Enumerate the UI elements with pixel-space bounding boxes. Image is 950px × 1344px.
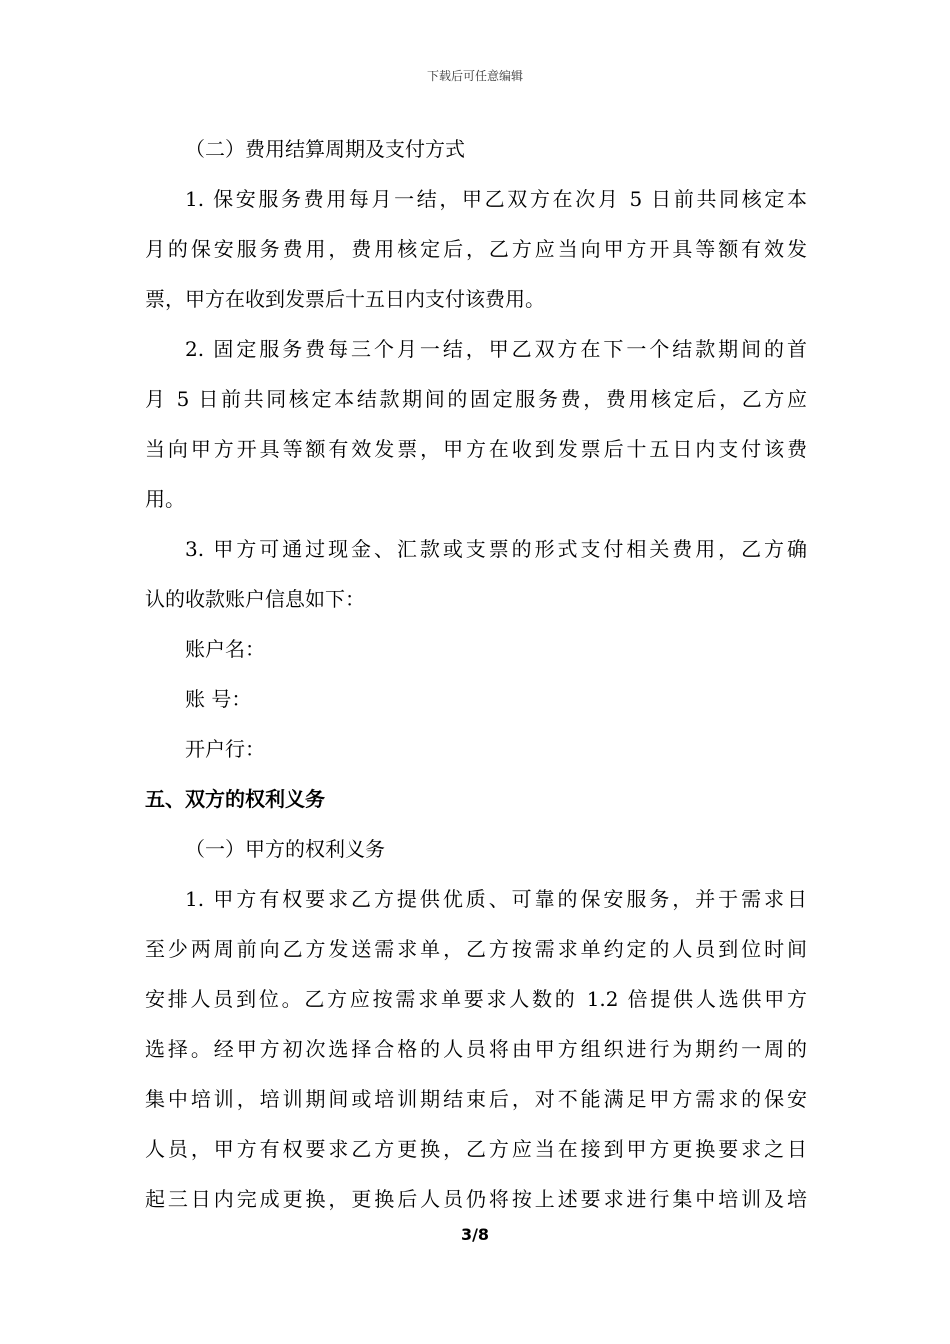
document-line: 用。 <box>145 487 185 511</box>
document-line: 3. 甲方可通过现金、汇款或支票的形式支付相关费用，乙方确 <box>185 537 807 561</box>
document-line: 选择。经甲方初次选择合格的人员将由甲方组织进行为期约一周的 <box>145 1037 807 1061</box>
document-line: 月 5 日前共同核定本结款期间的固定服务费，费用核定后，乙方应 <box>145 387 807 411</box>
document-line: 人员，甲方有权要求乙方更换，乙方应当在接到甲方更换要求之日 <box>145 1137 807 1161</box>
document-line: 1. 保安服务费用每月一结，甲乙双方在次月 5 日前共同核定本 <box>185 187 807 211</box>
document-line: 安排人员到位。乙方应按需求单要求人数的 1.2 倍提供人选供甲方 <box>145 987 807 1011</box>
document-line: 集中培训，培训期间或培训期结束后，对不能满足甲方需求的保安 <box>145 1087 807 1111</box>
document-line: 当向甲方开具等额有效发票，甲方在收到发票后十五日内支付该费 <box>145 437 807 461</box>
document-line: 月的保安服务费用，费用核定后，乙方应当向甲方开具等额有效发 <box>145 237 807 261</box>
document-line: 起三日内完成更换，更换后人员仍将按上述要求进行集中培训及培 <box>145 1187 807 1211</box>
document-line: 账 号： <box>185 687 252 711</box>
document-line: 认的收款账户信息如下： <box>145 587 365 611</box>
document-line: （一）甲方的权利义务 <box>185 837 385 861</box>
document-line: 票，甲方在收到发票后十五日内支付该费用。 <box>145 287 545 311</box>
page-separator: / <box>472 1225 478 1244</box>
document-line: 开户行： <box>185 737 265 761</box>
total-pages: 8 <box>477 1225 490 1244</box>
document-line: （二）费用结算周期及支付方式 <box>185 137 465 161</box>
page-header: 下载后可任意编辑 <box>426 69 523 83</box>
section-heading: 五、双方的权利义务 <box>145 787 325 811</box>
document-line: 1. 甲方有权要求乙方提供优质、可靠的保安服务，并于需求日 <box>185 887 807 911</box>
current-page: 3 <box>460 1225 473 1244</box>
document-line: 2. 固定服务费每三个月一结，甲乙双方在下一个结款期间的首 <box>185 337 807 361</box>
document-line: 至少两周前向乙方发送需求单，乙方按需求单约定的人员到位时间 <box>145 937 807 961</box>
page-number <box>0 1225 950 1244</box>
document-line: 账户名： <box>185 637 265 661</box>
document-body <box>145 124 807 1224</box>
